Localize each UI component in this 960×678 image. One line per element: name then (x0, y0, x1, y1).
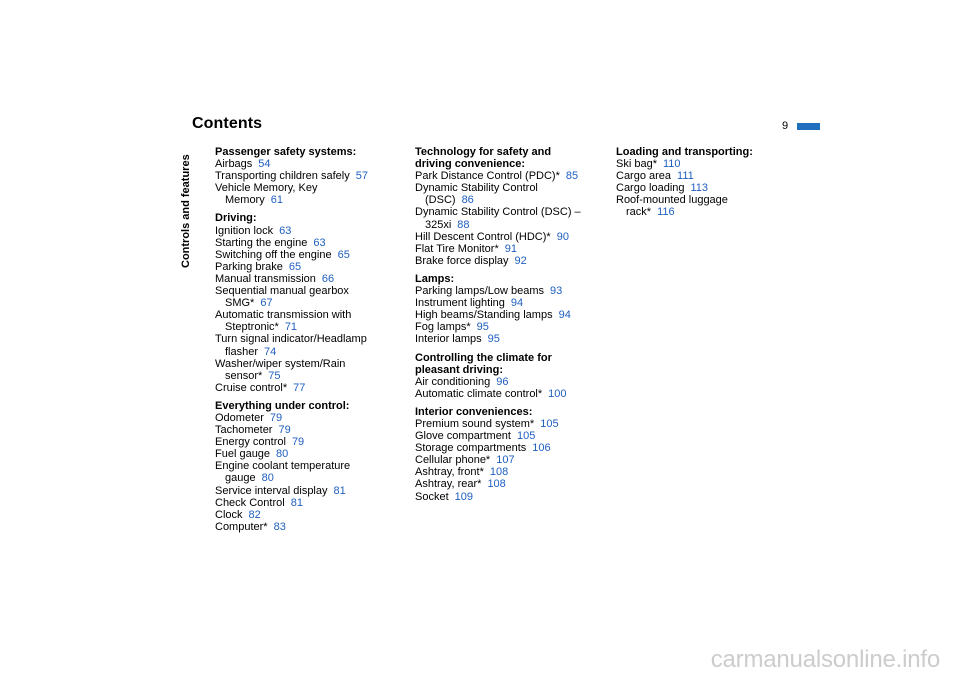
toc-page-link[interactable]: 116 (657, 206, 675, 219)
toc-page-link[interactable]: 105 (540, 417, 559, 430)
toc-entry[interactable] (415, 170, 595, 182)
toc-section-heading: Everything under control: (215, 399, 350, 412)
toc-entry-label: Ski bag* (616, 158, 657, 171)
toc-section (415, 146, 595, 267)
toc-section-heading: Technology for safety and driving convenience: (415, 146, 552, 171)
toc-entry[interactable] (415, 231, 595, 243)
watermark: carmanualsonline.info (710, 646, 940, 673)
toc-page-link[interactable]: 85 (565, 170, 579, 183)
toc-entry[interactable] (616, 170, 786, 182)
toc-entry[interactable] (415, 388, 595, 400)
toc-entry[interactable] (616, 182, 786, 194)
toc-entry[interactable] (415, 442, 595, 454)
toc-page-link[interactable]: 111 (677, 170, 694, 183)
toc-entry-label: Service interval display (215, 484, 328, 497)
toc-entry[interactable] (215, 358, 395, 382)
toc-page-link[interactable]: 86 (461, 194, 474, 207)
toc-entry[interactable] (415, 491, 595, 503)
toc-entry[interactable] (616, 194, 786, 218)
toc-page-link[interactable]: 108 (487, 478, 506, 491)
toc-column-3 (616, 146, 786, 225)
toc-entry-label: Cruise control* (215, 381, 288, 394)
toc-page-link[interactable]: 67 (260, 297, 273, 310)
toc-entry-label: Park Distance Control (PDC)* (415, 170, 560, 183)
side-section-label: Controls and features (180, 154, 192, 268)
toc-entry[interactable] (215, 285, 395, 309)
toc-entry[interactable] (415, 418, 595, 430)
toc-entry-label: Air conditioning (415, 375, 491, 388)
toc-entry-label: Fog lamps* (415, 321, 471, 334)
toc-section-heading: Loading and transporting: (616, 146, 753, 158)
toc-entry[interactable] (415, 182, 595, 206)
toc-page-link[interactable]: 90 (556, 230, 569, 243)
toc-entry[interactable] (215, 382, 395, 394)
toc-entry-label: Cargo loading (616, 182, 685, 195)
toc-page-link[interactable]: 105 (516, 430, 536, 443)
toc-page-link[interactable]: 106 (532, 442, 551, 455)
toc-entry[interactable] (415, 206, 595, 230)
toc-entry-label: Storage compartments (415, 442, 527, 455)
toc-page-link[interactable]: 75 (268, 369, 281, 382)
toc-entry[interactable] (215, 448, 395, 460)
toc-page-link[interactable]: 92 (514, 254, 527, 267)
toc-entry-label: Sequential manual gearbox SMG* (215, 285, 349, 310)
toc-page-link[interactable]: 113 (690, 182, 709, 195)
toc-page-link[interactable]: 74 (264, 345, 277, 358)
toc-section-heading: Passenger safety systems: (215, 146, 357, 158)
toc-entry[interactable] (415, 466, 595, 478)
toc-entry[interactable] (215, 497, 395, 509)
toc-section-heading: Controlling the climate for pleasant driving: (415, 351, 552, 376)
toc-entry-label: Cargo area (616, 170, 672, 183)
toc-entry[interactable] (215, 249, 395, 261)
toc-entry[interactable] (215, 436, 395, 448)
toc-entry-label: Ashtray, front* (415, 466, 484, 479)
toc-entry-label: Washer/wiper system/Rain sensor* (215, 357, 346, 382)
toc-entry-label: Computer* (215, 520, 268, 533)
toc-page-link[interactable]: 80 (261, 472, 274, 485)
toc-entry[interactable] (215, 424, 395, 436)
toc-entry[interactable] (215, 261, 395, 273)
toc-page-link[interactable]: 65 (337, 248, 350, 261)
toc-page-link[interactable]: 81 (290, 496, 303, 509)
toc-entry-label: Odometer (215, 411, 264, 424)
toc-page-link[interactable]: 54 (258, 158, 271, 171)
toc-page-link[interactable]: 79 (291, 436, 305, 449)
toc-entry-label: Vehicle Memory, Key Memory (215, 182, 318, 207)
toc-entry-label: Premium sound system* (415, 417, 535, 430)
toc-column-1 (215, 146, 395, 539)
toc-section (215, 400, 395, 533)
toc-page-link[interactable]: 61 (270, 194, 283, 207)
page-title: Contents (192, 115, 263, 132)
toc-page-link[interactable]: 95 (476, 321, 489, 334)
toc-entry[interactable] (415, 430, 595, 442)
toc-page-link[interactable]: 95 (487, 333, 500, 346)
toc-entry[interactable] (215, 182, 395, 206)
toc-entry-label: High beams/Standing lamps (415, 309, 553, 322)
toc-entry-label: Tachometer (215, 424, 273, 437)
toc-entry[interactable] (415, 376, 595, 388)
toc-entry-label: Clock (215, 508, 243, 521)
toc-page-link[interactable]: 93 (550, 285, 563, 298)
toc-entry[interactable] (215, 309, 395, 333)
toc-entry-label: Instrument lighting (415, 297, 505, 310)
toc-entry[interactable] (215, 521, 395, 533)
toc-page-link[interactable]: 63 (313, 236, 326, 249)
toc-entry[interactable] (415, 454, 595, 466)
toc-entry-label: Parking brake (215, 260, 283, 273)
toc-entry-label: Flat Tire Monitor* (415, 242, 499, 255)
toc-column-2 (415, 146, 595, 509)
toc-entry-label: Fuel gauge (215, 448, 271, 461)
toc-entry-label: Parking lamps/Low beams (415, 285, 545, 298)
toc-entry[interactable] (215, 333, 395, 357)
toc-page-link[interactable]: 71 (284, 321, 298, 334)
toc-entry[interactable] (415, 333, 595, 345)
toc-page-link[interactable]: 80 (276, 448, 289, 461)
toc-entry-label: Energy control (215, 436, 286, 449)
toc-entry[interactable] (415, 478, 595, 490)
toc-page-link[interactable]: 109 (454, 490, 473, 503)
toc-section (415, 273, 595, 346)
toc-entry[interactable] (415, 321, 595, 333)
toc-entry-label: Cellular phone* (415, 454, 491, 467)
toc-page-link[interactable]: 57 (355, 170, 368, 183)
toc-section (415, 352, 595, 400)
toc-entry-label: Brake force display (415, 254, 509, 267)
toc-entry[interactable] (215, 273, 395, 285)
toc-page-link[interactable]: 77 (293, 381, 306, 394)
toc-page-link[interactable]: 82 (248, 508, 261, 521)
toc-section-heading: Driving: (215, 212, 257, 225)
toc-entry-label: Turn signal indicator/Headlamp flasher (215, 333, 367, 358)
toc-entry-label: Socket (415, 490, 449, 503)
toc-entry[interactable] (215, 225, 395, 237)
toc-entry[interactable] (616, 158, 786, 170)
toc-entry-label: Transporting children safely (215, 170, 350, 183)
toc-section (215, 212, 395, 393)
toc-entry-label: Starting the engine (215, 236, 308, 249)
page-marker (797, 123, 820, 130)
toc-section (415, 406, 595, 503)
toc-entry-label: Ignition lock (215, 224, 274, 237)
toc-entry-label: Ashtray, rear* (415, 478, 482, 491)
toc-page-link[interactable]: 88 (457, 218, 470, 231)
toc-entry-label: Automatic transmission with Steptronic* (215, 309, 352, 334)
toc-page-link[interactable]: 96 (496, 375, 509, 388)
toc-entry[interactable] (215, 412, 395, 424)
toc-page-link[interactable]: 100 (548, 387, 567, 400)
toc-entry[interactable] (415, 285, 595, 297)
toc-page-link[interactable]: 79 (278, 424, 291, 437)
toc-entry-label: Hill Descent Control (HDC)* (415, 230, 551, 243)
toc-entry-label: Manual transmission (215, 272, 316, 285)
toc-entry[interactable] (215, 158, 395, 170)
toc-entry[interactable] (215, 485, 395, 497)
toc-page-link[interactable]: 81 (333, 484, 346, 497)
toc-entry[interactable] (415, 255, 595, 267)
toc-entry[interactable] (215, 460, 395, 484)
toc-section-heading: Lamps: (415, 272, 455, 285)
toc-section-heading: Interior conveniences: (415, 405, 533, 418)
toc-entry-label: Check Control (215, 496, 285, 509)
toc-entry[interactable] (415, 297, 595, 309)
toc-page-link[interactable]: 107 (496, 454, 515, 467)
toc-entry-label: Roof-mounted luggage rack* (616, 194, 728, 219)
toc-section (215, 146, 395, 206)
toc-entry[interactable] (415, 243, 595, 255)
toc-page-link[interactable]: 83 (273, 520, 286, 533)
toc-page-link[interactable]: 65 (288, 260, 302, 273)
toc-section (616, 146, 786, 219)
toc-entry-label: Interior lamps (415, 333, 482, 346)
toc-page-link[interactable]: 63 (279, 224, 292, 237)
toc-entry-label: Glove compartment (415, 430, 511, 443)
toc-entry[interactable] (215, 509, 395, 521)
toc-page-link[interactable]: 94 (558, 309, 571, 322)
toc-page-link[interactable]: 79 (269, 411, 283, 424)
toc-entry[interactable] (215, 237, 395, 249)
toc-page-link[interactable]: 66 (321, 272, 335, 285)
toc-entry-label: Dynamic Stability Control (DSC) (415, 182, 538, 207)
toc-page-link[interactable]: 91 (504, 242, 517, 255)
toc-page-link[interactable]: 110 (662, 158, 681, 171)
toc-entry-label: Airbags (215, 158, 253, 171)
toc-entry-label: Engine coolant temperature gauge (215, 460, 351, 485)
toc-page-link[interactable]: 94 (510, 297, 524, 310)
toc-entry[interactable] (215, 170, 395, 182)
toc-entry-label: Automatic climate control* (415, 387, 543, 400)
toc-page-link[interactable]: 108 (489, 466, 509, 479)
page-number: 9 (782, 120, 789, 132)
toc-entry[interactable] (415, 309, 595, 321)
toc-entry-label: Dynamic Stability Control (DSC) – 325xi (415, 206, 581, 231)
toc-entry-label: Switching off the engine (215, 248, 332, 261)
